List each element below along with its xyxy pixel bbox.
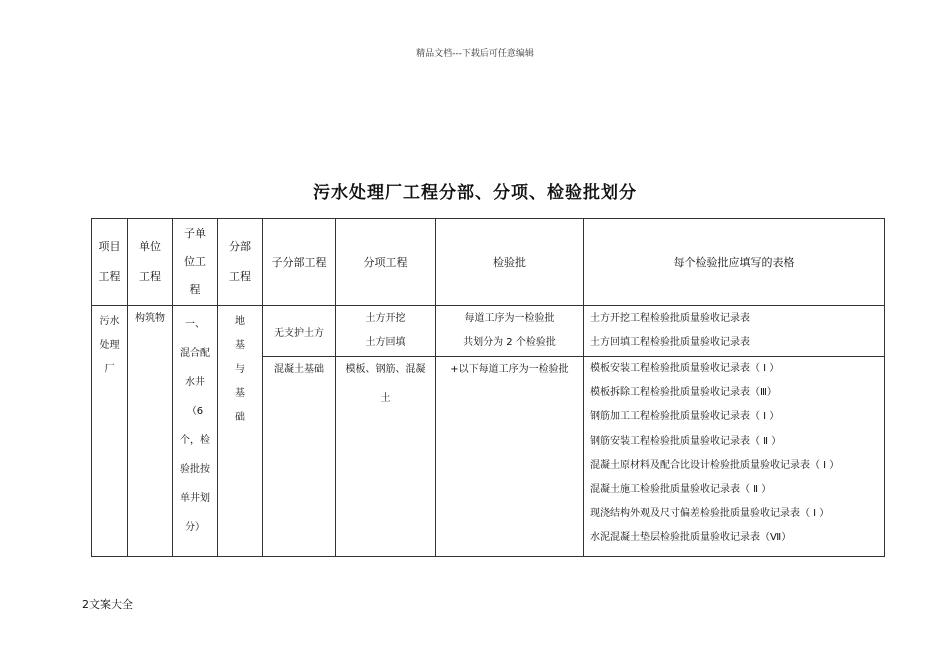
lot-cell: +以下每道工序为一检验批: [436, 357, 584, 557]
header-lot: 检验批: [436, 219, 584, 306]
header-forms: 每个检验批应填写的表格: [584, 219, 885, 306]
unit-cell: 构筑物: [128, 306, 173, 557]
item-cell: 模板、钢筋、混凝 土: [336, 357, 436, 557]
project-cell: 污水 处理 厂: [92, 306, 128, 557]
document-title: 污水处理厂工程分部、分项、检验批划分: [313, 183, 637, 203]
page-footer-note: 2文案大全: [82, 598, 133, 611]
header-subunit: 子单 位工 程: [173, 219, 218, 306]
forms-cell: 土方开挖工程检验批质量验收记录表 土方回填工程检验批质量验收记录表: [584, 306, 885, 357]
forms-cell: 模板安装工程检验批质量验收记录表（ Ⅰ ） 模板拆除工程检验批质量验收记录表（Ⅲ） 钢筋加工工程检验批质量验收记录表（ Ⅰ ） 钢筋安装工程检验批质量验收记录表（ Ⅱ ） 混凝土原材料及配合比设计检验批质量验收记录表（ Ⅰ ） 混凝土施工检验批质量验收记录表（ Ⅱ ） 现浇结构外观及尺寸偏差检验批质量验收记录表（ Ⅰ ） 水泥混凝土垫层检验批质量验收记录表（Ⅶ）: [584, 357, 885, 557]
table-header-row: [92, 219, 885, 306]
header-subdivision: 子分部工程: [263, 219, 336, 306]
header-project: 项目 工程: [92, 219, 128, 306]
subunit-cell: 一、 混合配 水井 （6 个，检 验批按 单井划 分）: [173, 306, 218, 557]
header-unit: 单位 工程: [128, 219, 173, 306]
table-row: [92, 306, 885, 357]
item-cell: 土方开挖 土方回填: [336, 306, 436, 357]
lot-cell: 每道工序为一检验批 共划分为 2 个检验批: [436, 306, 584, 357]
header-item: 分项工程: [336, 219, 436, 306]
division-table: [91, 218, 885, 557]
page-header-note: 精品文档---下载后可任意编辑: [416, 49, 534, 59]
subdivision-cell: 混凝土基础: [263, 357, 336, 557]
header-division: 分部 工程: [218, 219, 263, 306]
subdivision-cell: 无支护土方: [263, 306, 336, 357]
division-cell: 地 基 与 基 础: [218, 306, 263, 557]
